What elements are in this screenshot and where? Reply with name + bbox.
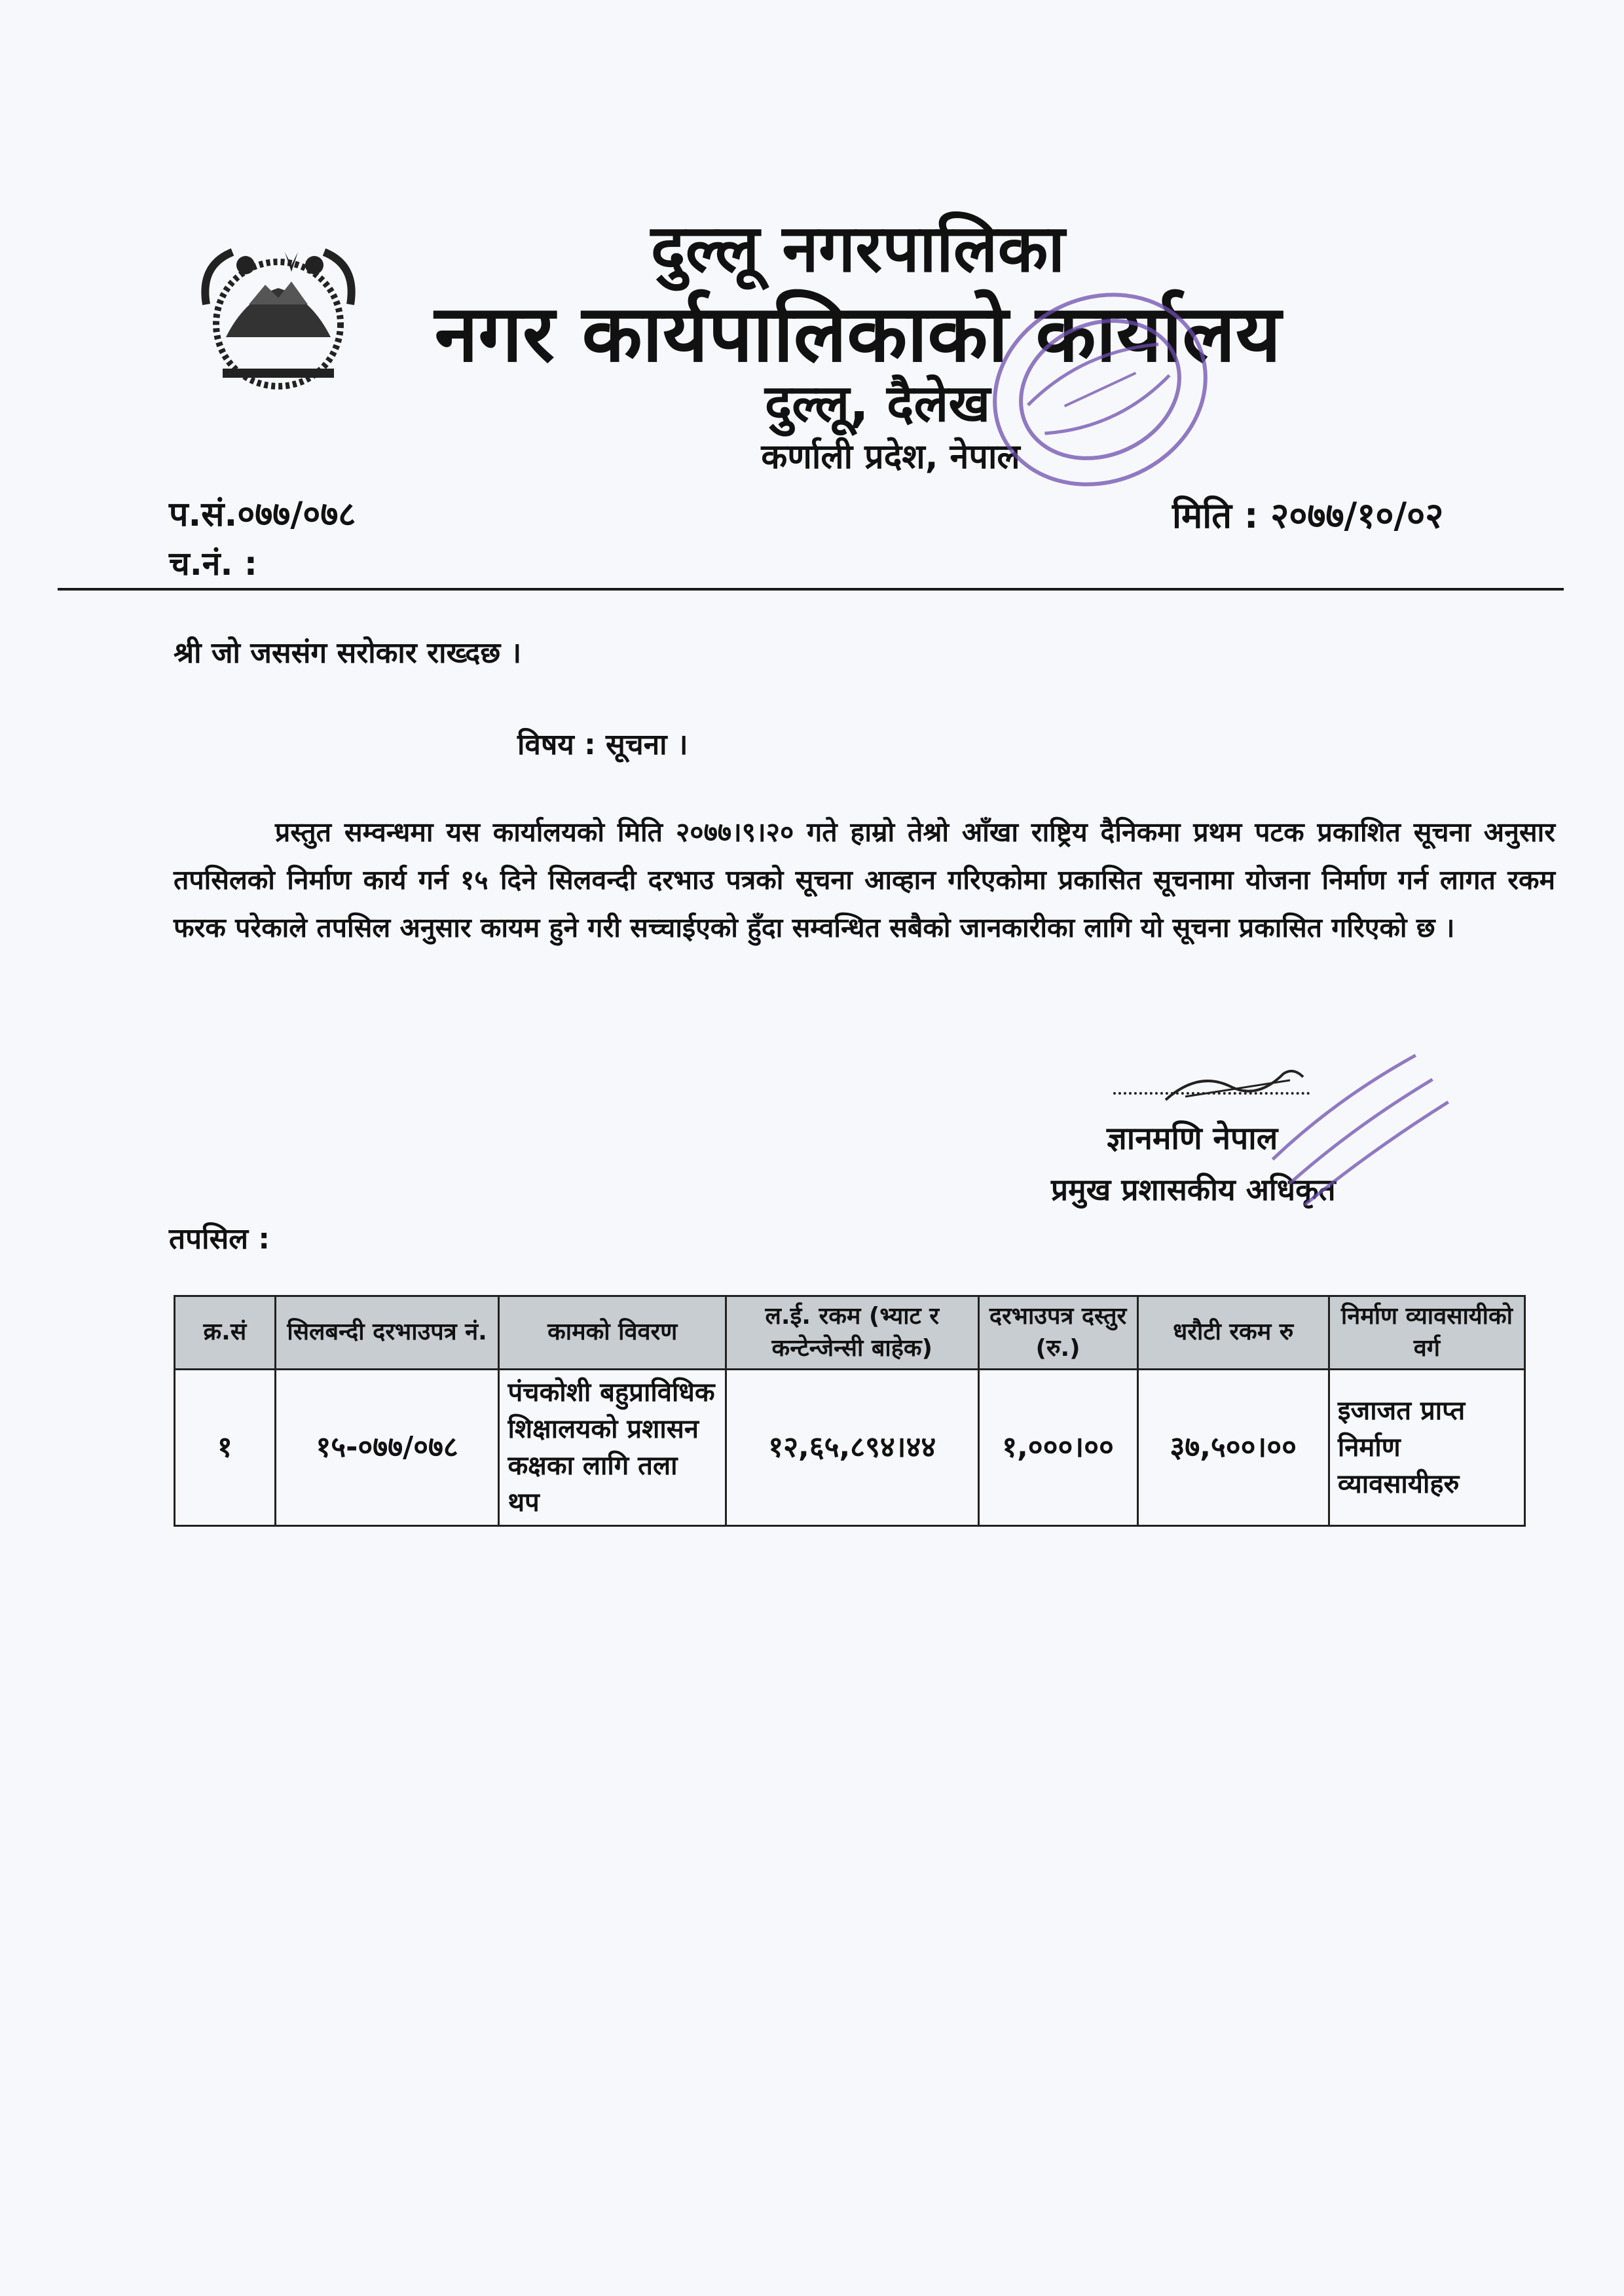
office-stamp xyxy=(969,268,1231,511)
signatory-title: प्रमुख प्रशासकीय अधिकृत xyxy=(1051,1172,1336,1207)
addressee: श्री जो जससंग सरोकार राख्दछ । xyxy=(174,636,522,670)
table-row xyxy=(175,1370,1525,1526)
col-contractor-class: निर्माण व्यावसायीको वर्ग xyxy=(1329,1296,1524,1370)
municipality-name: दुल्लू नगरपालिका xyxy=(650,210,1065,287)
col-deposit: धरौटी रकम रु xyxy=(1137,1296,1329,1370)
cell-serial: १ xyxy=(175,1370,276,1526)
header-divider xyxy=(58,588,1564,591)
col-cost-estimate: ल.ई. रकम (भ्याट र कन्टेन्जेन्सी बाहेक) xyxy=(726,1296,978,1370)
col-tender-number: सिलबन्दी दरभाउपत्र नं. xyxy=(275,1296,499,1370)
reference-number: प.सं.०७७/०७८ xyxy=(169,495,356,534)
works-table xyxy=(174,1295,1526,1527)
office-name: नगर कार्यपालिकाको कार्यालय xyxy=(434,289,1282,380)
government-emblem-icon xyxy=(187,226,370,396)
office-location: दुल्लू, दैलेख xyxy=(764,374,991,433)
cell-work-description: पंचकोशी बहुप्राविधिक शिक्षालयको प्रशासन कक्षका लागि तला थप xyxy=(499,1370,726,1526)
cell-bid-fee: १,०००।०० xyxy=(978,1370,1137,1526)
col-work-description: कामको विवरण xyxy=(499,1296,726,1370)
table-header-row xyxy=(175,1296,1525,1370)
signatory-name: ज्ञानमणि नेपाल xyxy=(1107,1120,1278,1157)
cell-deposit: ३७,५००।०० xyxy=(1137,1370,1329,1526)
schedule-label: तपसिल : xyxy=(169,1222,270,1256)
col-serial: क्र.सं xyxy=(175,1296,276,1370)
officer-stamp xyxy=(1231,1021,1480,1237)
subject-line: विषय : सूचना । xyxy=(517,728,688,761)
office-province: कर्णाली प्रदेश, नेपाल xyxy=(761,437,1020,477)
cell-cost-estimate: १२,६५,८९४।४४ xyxy=(726,1370,978,1526)
notice-body: प्रस्तुत सम्वन्धमा यस कार्यालयको मिति २०७७।९।२० गते हाम्रो तेश्रो आँखा राष्ट्रिय दैनिकमा प्रथम पटक प्रकाशित सूचना अनुसार तपसिलको निर्माण कार्य गर्न १५ दिने सिलवन्दी दरभाउ पत्रको सूचना आव्हान गरिएकोमा प्रकासित सूचनामा योजना निर्माण गर्न लागत रकम फरक परेकाले तपसिल अनुसार कायम हुने गरी सच्चाईएको हुँदा सम्वन्धित सबैको जानकारीका लागि यो सूचना प्रकासित गरिएको छ । xyxy=(174,816,1555,943)
cell-tender-number: १५-०७७/०७८ xyxy=(275,1370,499,1526)
dispatch-number: च.नं. : xyxy=(169,545,257,583)
issue-date: मिति : २०७७/१०/०२ xyxy=(1172,495,1444,536)
cell-contractor-class: इजाजत प्राप्त निर्माण व्यावसायीहरु xyxy=(1329,1370,1524,1526)
col-bid-fee: दरभाउपत्र दस्तुर (रु.) xyxy=(978,1296,1137,1370)
